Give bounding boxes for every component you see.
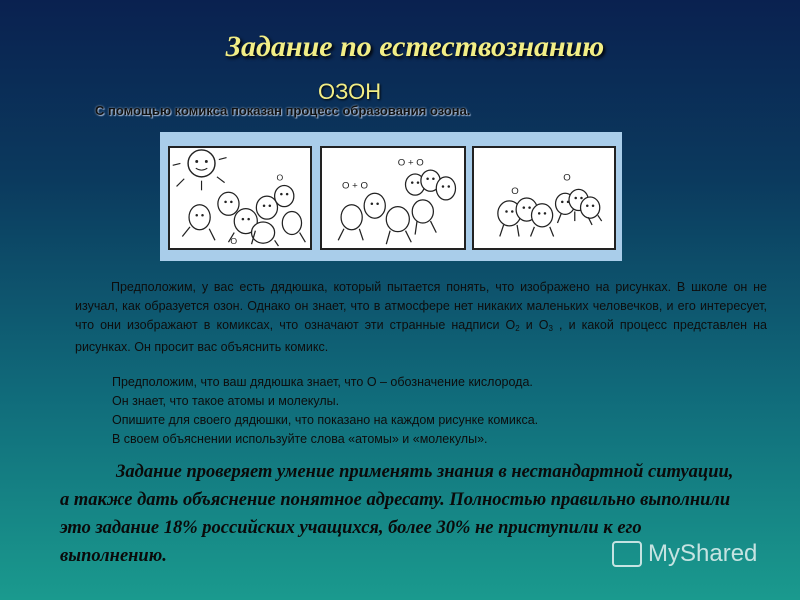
task-line-4: В своем объяснении используйте слова «атомы» и «молекулы». bbox=[112, 432, 488, 446]
comic-panel-1-drawing bbox=[170, 148, 310, 248]
subtitle: С помощью комикса показан процесс образования озона. bbox=[95, 103, 471, 118]
svg-text:O: O bbox=[276, 172, 284, 183]
svg-text:O + O: O + O bbox=[397, 157, 424, 169]
svg-text:O: O bbox=[563, 172, 571, 184]
svg-text:O: O bbox=[511, 186, 519, 198]
comic-panel-2-drawing bbox=[322, 148, 464, 248]
svg-text:O: O bbox=[230, 236, 238, 247]
task-line-1: Предположим, что ваш дядюшка знает, что О – обозначение кислорода. bbox=[112, 375, 533, 389]
task-line-2: Он знает, что такое атомы и молекулы. bbox=[112, 394, 340, 408]
watermark-text: MyShared bbox=[648, 540, 758, 567]
slide-title: Задание по естествознанию bbox=[225, 30, 605, 63]
svg-text:O + O: O + O bbox=[342, 180, 368, 192]
assessment-note: Задание проверяет умение применять знания в нестандартной ситуации, а также дать объяснение понятное адресату. Полностью правильно выполнили это задание 18% российских учащихся, более 30% не приступили к его выполнению. bbox=[60, 462, 734, 566]
section-heading: ОЗОН bbox=[318, 79, 382, 104]
presentation-icon bbox=[612, 541, 642, 567]
comic-panel-2 bbox=[320, 146, 466, 250]
watermark bbox=[612, 540, 757, 568]
comic-panel-3-drawing bbox=[474, 148, 614, 248]
task-line-3: Опишите для своего дядюшки, что показано на каждом рисунке комикса. bbox=[112, 413, 539, 427]
task-paragraph: Предположим, у вас есть дядюшка, который пытается понять, что изображено на рисунках. В школе он не изучал, как образуется озон. Однако он знает, что в атмосфере нет никаких маленьких человечков, и его интересует, что они изображают в комиксах, что означают эти странные надписи $O_2$ и $O_3$ , и какой процесс представлен на рисунках. Он просит вас объяснить комикс. bbox=[75, 280, 768, 354]
comic-panel-1 bbox=[168, 146, 312, 250]
comic-strip bbox=[160, 132, 622, 261]
comic-panel-3 bbox=[472, 146, 616, 250]
